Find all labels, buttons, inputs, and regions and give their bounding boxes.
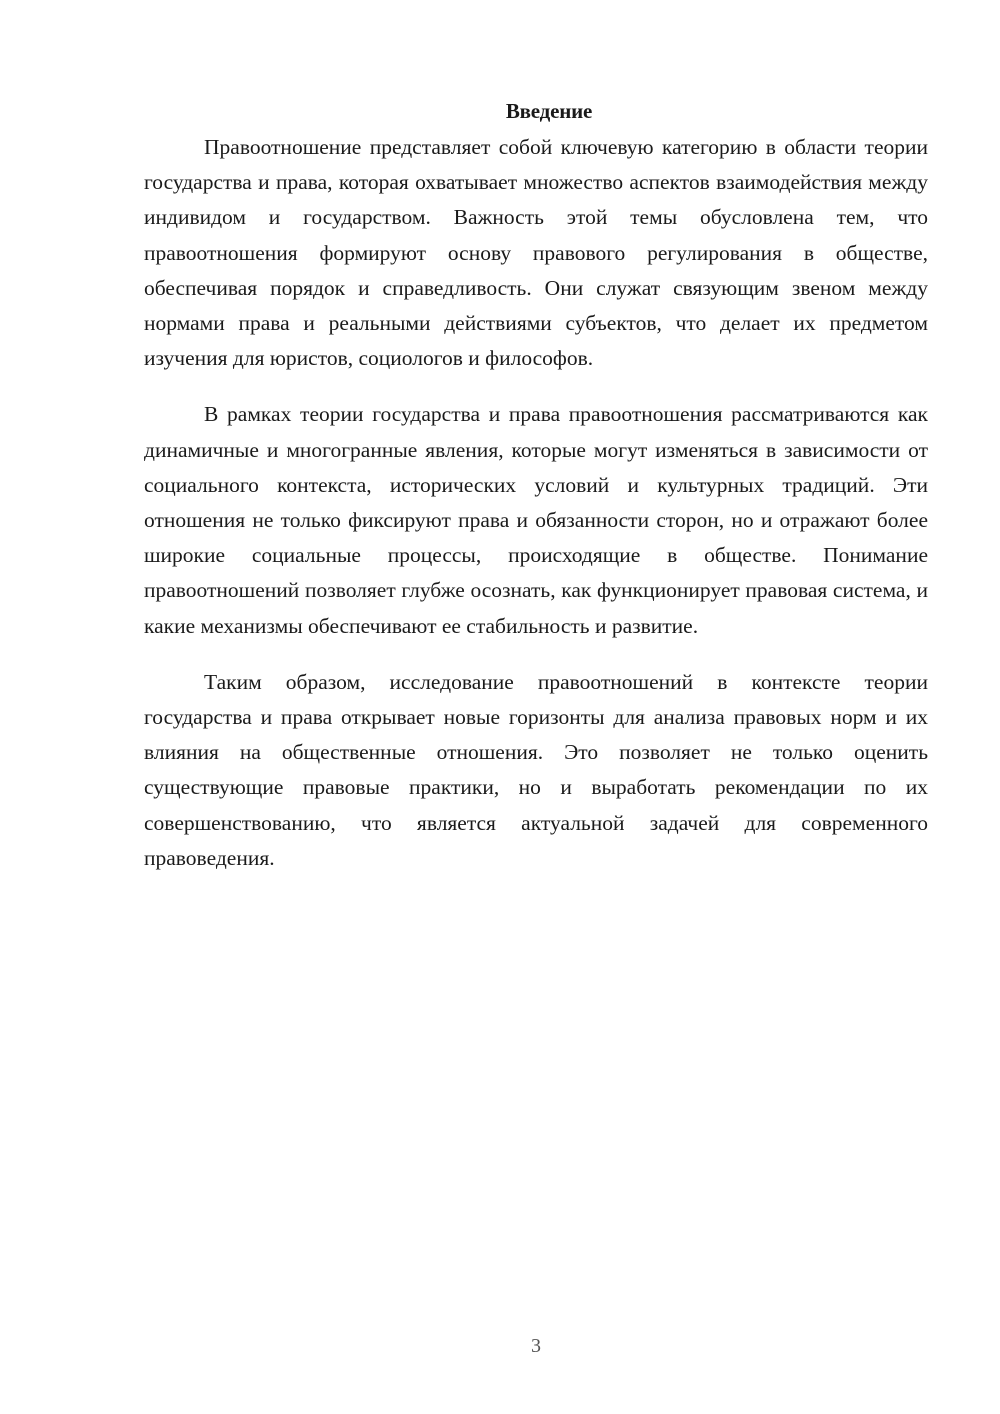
page-number: 3	[531, 1335, 541, 1357]
section-title: Введение	[505, 99, 593, 123]
intro-paragraph-2: В рамках теории государства и права правоотношения рассматриваются как динамичные и многогранные явления, которые могут изменяться в зависимости от социального контекста, исторических условий и культурных традиций. Эти отношения не только фиксируют права и обязанности сторон, но и отражают более широкие социальные процессы, происходящие в обществе. Понимание правоотношений позволяет глубже осознать, как функционирует правовая система, и какие механизмы обеспечивают ее стабильность и развитие.	[144, 402, 928, 638]
page-content	[144, 96, 928, 876]
intro-paragraph-3: Таким образом, исследование правоотношений в контексте теории государства и права открывает новые горизонты для анализа правовых норм и их влияния на общественные отношения. Это позволяет не только оценить существующие правовые практики, но и выработать рекомендации по их совершенствованию, что является актуальной задачей для современного правоведения.	[144, 669, 928, 870]
intro-paragraph-1: Правоотношение представляет собой ключевую категорию в области теории государства и права, которая охватывает множество аспектов взаимодействия между индивидом и государством. Важность этой темы обусловлена тем, что правоотношения формируют основу правового регулирования в обществе, обеспечивая порядок и справедливость. Они служат связующим звеном между нормами права и реальными действиями субъектов, что делает их предметом изучения для юристов, социологов и философов.	[144, 135, 928, 371]
